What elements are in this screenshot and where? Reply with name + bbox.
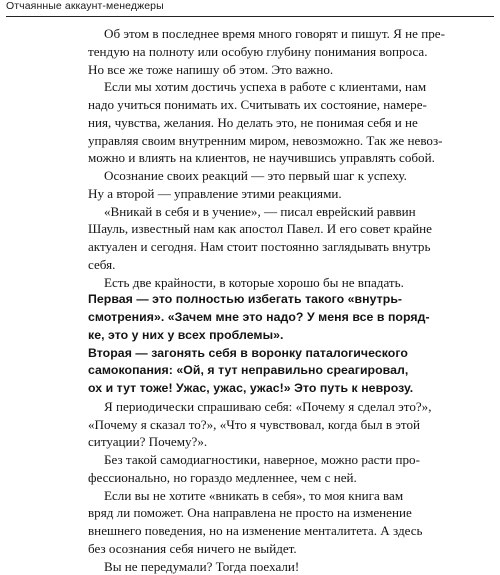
paragraph <box>88 274 400 292</box>
text-line: Первая — это полностью избегать такого «внутрь- <box>88 291 400 309</box>
text-line: без осознания себя ничего не выйдет. <box>88 540 400 558</box>
text-line: «Почему я сказал то?», «Что я чувствовал, когда был в этой <box>88 416 400 434</box>
text-line: Если вы не хотите «вникать в себя», то моя книга вам <box>88 487 400 505</box>
text-line: ния, чувства, желания. Но делать это, не понимая себя и не <box>88 114 400 132</box>
text-line: можно и влиять на клиентов, не научившись управлять собой. <box>88 149 400 167</box>
text-line: ке, это у них у всех проблемы». <box>88 327 400 345</box>
text-line: Я периодически спрашиваю себя: «Почему я сделал это?», <box>88 398 400 416</box>
text-line: Об этом в последнее время много говорят и пишут. Я не пре- <box>88 25 400 43</box>
bold-paragraph <box>88 291 400 344</box>
text-line: фессионально, но гораздо медленнее, чем с ней. <box>88 469 400 487</box>
text-line: себя. <box>88 256 400 274</box>
text-line: Без такой самодиагностики, наверное, можно расти про- <box>88 451 400 469</box>
paragraph <box>88 78 400 167</box>
paragraph <box>88 25 400 78</box>
text-line: Вторая — загонять себя в воронку паталогического <box>88 345 400 363</box>
text-line: вряд ли поможет. Она направлена не просто на изменение <box>88 504 400 522</box>
running-header: Отчаянные аккаунт-менеджеры <box>6 0 164 12</box>
paragraph <box>88 167 400 203</box>
text-line: смотрения». «Зачем мне это надо? У меня все в поряд- <box>88 309 400 327</box>
text-line: надо учиться понимать их. Считывать их состояние, намере- <box>88 96 400 114</box>
text-line: Но все же тоже напишу об этом. Это важно. <box>88 61 400 79</box>
paragraph <box>88 451 400 487</box>
paragraph <box>88 558 400 575</box>
text-line: ситуации? Почему?». <box>88 433 400 451</box>
text-line: Шауль, известный нам как апостол Павел. И его совет крайне <box>88 220 400 238</box>
text-line: Вы не передумали? Тогда поехали! <box>88 558 400 575</box>
paragraph <box>88 203 400 274</box>
paragraph <box>88 398 400 451</box>
text-line: «Вникай в себя и в учение», — писал еврейский раввин <box>88 203 400 221</box>
text-line: Ну а второй — управление этими реакциями. <box>88 185 400 203</box>
text-line: Есть две крайности, в которые хорошо бы не впадать. <box>88 274 400 292</box>
header-rule <box>6 16 494 17</box>
text-line: внешнего поведения, но на изменение менталитета. А здесь <box>88 522 400 540</box>
text-line: Если мы хотим достичь успеха в работе с клиентами, нам <box>88 78 400 96</box>
bold-paragraph <box>88 345 400 398</box>
text-line: ох и тут тоже! Ужас, ужас, ужас!» Это путь к неврозу. <box>88 380 400 398</box>
text-line: самокопания: «Ой, я тут неправильно среагировал, <box>88 362 400 380</box>
text-line: управляя своим внутренним миром, невозможно. Так же невоз- <box>88 132 400 150</box>
body-text <box>88 25 400 575</box>
text-line: Осознание своих реакций — это первый шаг к успеху. <box>88 167 400 185</box>
paragraph <box>88 487 400 558</box>
text-line: тендую на полноту или особую глубину понимания вопроса. <box>88 43 400 61</box>
text-line: актуален и сегодня. Нам стоит постоянно заглядывать внутрь <box>88 238 400 256</box>
